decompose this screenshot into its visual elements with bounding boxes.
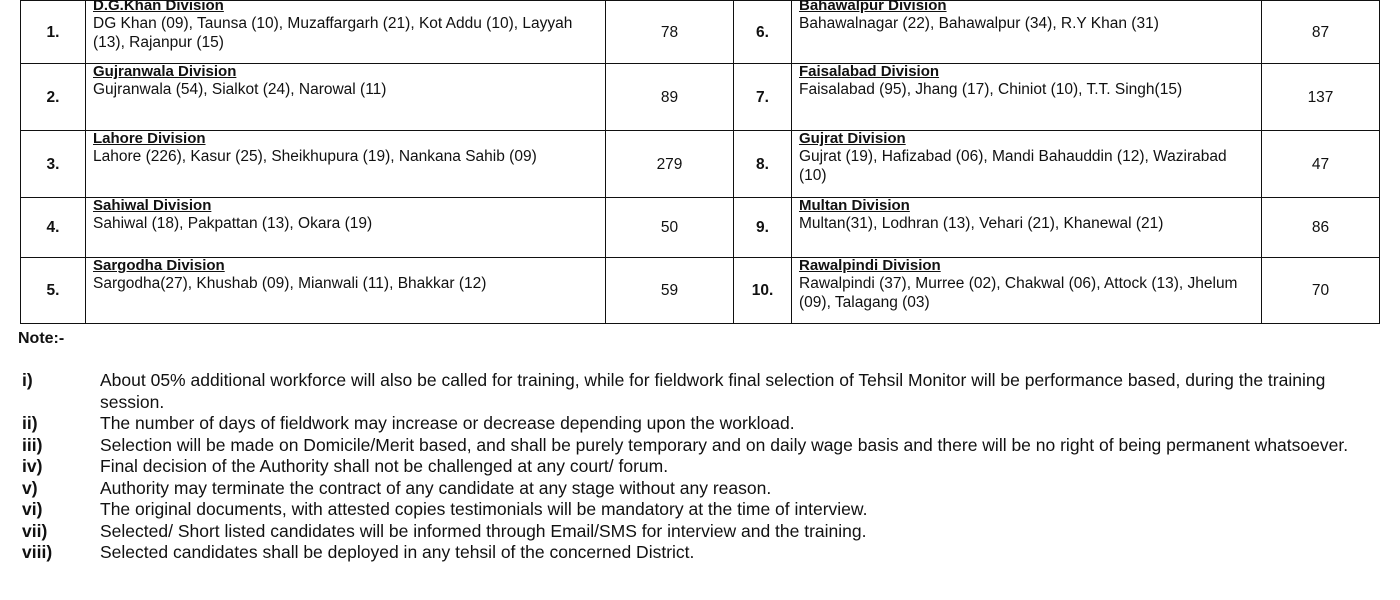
seat-count: 70 [1262, 258, 1380, 324]
note-number: vii) [22, 520, 48, 541]
district-list: Lahore (226), Kasur (25), Sheikhupura (19), Nankana Sahib (09) [93, 148, 537, 165]
list-item [22, 521, 1382, 543]
note-number: v) [22, 477, 38, 498]
division-name: Faisalabad Division [799, 63, 940, 80]
row-number: 10. [734, 258, 792, 324]
list-item [22, 413, 1382, 435]
note-text: Selected/ Short listed candidates will be informed through Email/SMS for interview and the training. [100, 520, 867, 541]
division-name: Sargodha Division [93, 257, 225, 274]
division-name: Bahawalpur Division [799, 0, 947, 14]
district-list: Sargodha(27), Khushab (09), Mianwali (11), Bhakkar (12) [93, 275, 487, 292]
list-item [22, 435, 1382, 457]
divisions-table [20, 0, 1380, 324]
division-cell [792, 198, 1262, 258]
district-list: Faisalabad (95), Jhang (17), Chiniot (10), T.T. Singh(15) [799, 81, 1183, 98]
district-list: Rawalpindi (37), Murree (02), Chakwal (06), Attock (13), Jhelum (09), Talagang (03) [799, 275, 1238, 311]
row-number: 8. [734, 131, 792, 198]
row-number: 2. [21, 64, 86, 131]
division-name: Multan Division [799, 197, 910, 214]
note-text: Authority may terminate the contract of any candidate at any stage without any reason. [100, 477, 772, 498]
division-cell [86, 198, 606, 258]
district-list: Multan(31), Lodhran (13), Vehari (21), Khanewal (21) [799, 215, 1164, 232]
seat-count: 89 [606, 64, 734, 131]
note-text: Selected candidates shall be deployed in any tehsil of the concerned District. [100, 542, 695, 562]
seat-count: 59 [606, 258, 734, 324]
note-heading: Note:- [18, 330, 65, 347]
notes-list [22, 370, 1382, 564]
table-row [21, 1, 1380, 64]
row-number: 7. [734, 64, 792, 131]
seat-count: 50 [606, 198, 734, 258]
note-text: Selection will be made on Domicile/Merit based, and shall be purely temporary and on daily wage basis and there will be no right of being permanent whatsoever. [100, 434, 1349, 455]
division-name: D.G.Khan Division [93, 0, 224, 14]
note-number: iv) [22, 456, 43, 476]
note-number: ii) [22, 413, 38, 433]
list-item [22, 499, 1382, 521]
table-row [21, 131, 1380, 198]
row-number: 4. [21, 198, 86, 258]
division-name: Gujrat Division [799, 130, 906, 147]
seat-count: 86 [1262, 198, 1380, 258]
division-cell [792, 131, 1262, 198]
division-cell [86, 64, 606, 131]
row-number: 5. [21, 258, 86, 324]
list-item [22, 478, 1382, 500]
list-item [22, 456, 1382, 478]
division-name: Sahiwal Division [93, 197, 212, 214]
note-number: i) [22, 370, 33, 390]
district-list: DG Khan (09), Taunsa (10), Muzaffargarh (21), Kot Addu (10), Layyah (13), Rajanpur (15) [93, 15, 573, 51]
division-cell [792, 1, 1262, 64]
division-cell [86, 1, 606, 64]
division-name: Lahore Division [93, 130, 206, 147]
list-item [22, 370, 1382, 413]
seat-count: 47 [1262, 131, 1380, 198]
seat-count: 137 [1262, 64, 1380, 131]
note-number: viii) [22, 542, 53, 562]
table-row [21, 64, 1380, 131]
note-text: About 05% additional workforce will also be called for training, while for fieldwork final selection of Tehsil Monitor will be performance based, during the training session. [100, 370, 1326, 412]
note-text: The original documents, with attested copies testimonials will be mandatory at the time of interview. [100, 499, 868, 519]
seat-count: 78 [606, 1, 734, 64]
division-cell [86, 258, 606, 324]
row-number: 3. [21, 131, 86, 198]
row-number: 6. [734, 1, 792, 64]
district-list: Gujranwala (54), Sialkot (24), Narowal (11) [93, 81, 387, 98]
note-text: The number of days of fieldwork may increase or decrease depending upon the workload. [100, 413, 795, 433]
row-number: 1. [21, 1, 86, 64]
note-number: vi) [22, 499, 43, 519]
seat-count: 87 [1262, 1, 1380, 64]
division-cell [86, 131, 606, 198]
row-number: 9. [734, 198, 792, 258]
division-name: Rawalpindi Division [799, 257, 941, 274]
note-number: iii) [22, 434, 43, 455]
list-item [22, 542, 1382, 564]
division-cell [792, 258, 1262, 324]
district-list: Gujrat (19), Hafizabad (06), Mandi Bahauddin (12), Wazirabad (10) [799, 148, 1227, 184]
division-name: Gujranwala Division [93, 63, 237, 80]
table-row [21, 258, 1380, 324]
district-list: Bahawalnagar (22), Bahawalpur (34), R.Y Khan (31) [799, 15, 1159, 32]
seat-count: 279 [606, 131, 734, 198]
note-text: Final decision of the Authority shall not be challenged at any court/ forum. [100, 456, 669, 476]
district-list: Sahiwal (18), Pakpattan (13), Okara (19) [93, 215, 373, 232]
division-cell [792, 64, 1262, 131]
table-row [21, 198, 1380, 258]
